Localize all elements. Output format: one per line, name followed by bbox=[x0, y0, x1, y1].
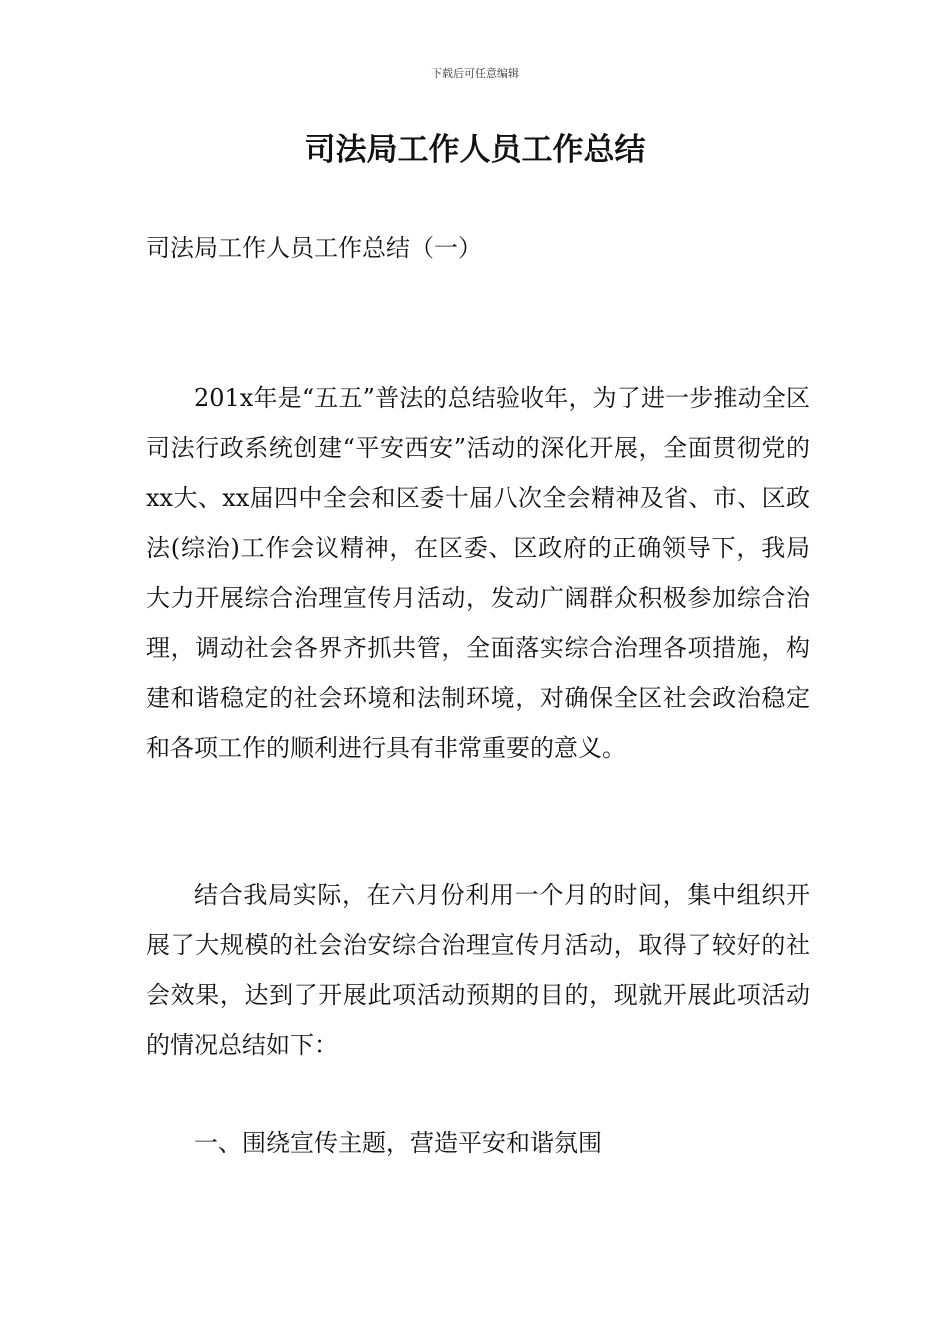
document-subtitle: 司法局工作人员工作总结（一） bbox=[146, 234, 482, 262]
page-header-note: 下载后可任意编辑 bbox=[431, 67, 519, 80]
body-paragraph: 201x年是“五五”普法的总结验收年，为了进一步推动全区司法行政系统创建“平安西安”活动的深化开展，全面贯彻党的xx大、xx届四中全会和区委十届八次全会精神及省、市、区政法(综治)工作会议精神，在区委、区政府的正确领导下，我局大力开展综合治理宣传月活动，发动广阔群众积极参加综合治理，调动社会各界齐抓共管，全面落实综合治理各项措施，构建和谐稳定的社会环境和法制环境，对确保全区社会政治稳定和各项工作的顺利进行具有非常重要的意义。 bbox=[146, 384, 810, 762]
body-paragraph: 结合我局实际，在六月份利用一个月的时间，集中组织开展了大规模的社会治安综合治理宣传月活动，取得了较好的社会效果，达到了开展此项活动预期的目的，现就开展此项活动的情况总结如下： bbox=[146, 881, 810, 1059]
document-title: 司法局工作人员工作总结 bbox=[304, 132, 646, 168]
section-heading: 一、围绕宣传主题，营造平安和谐氛围 bbox=[194, 1129, 602, 1157]
